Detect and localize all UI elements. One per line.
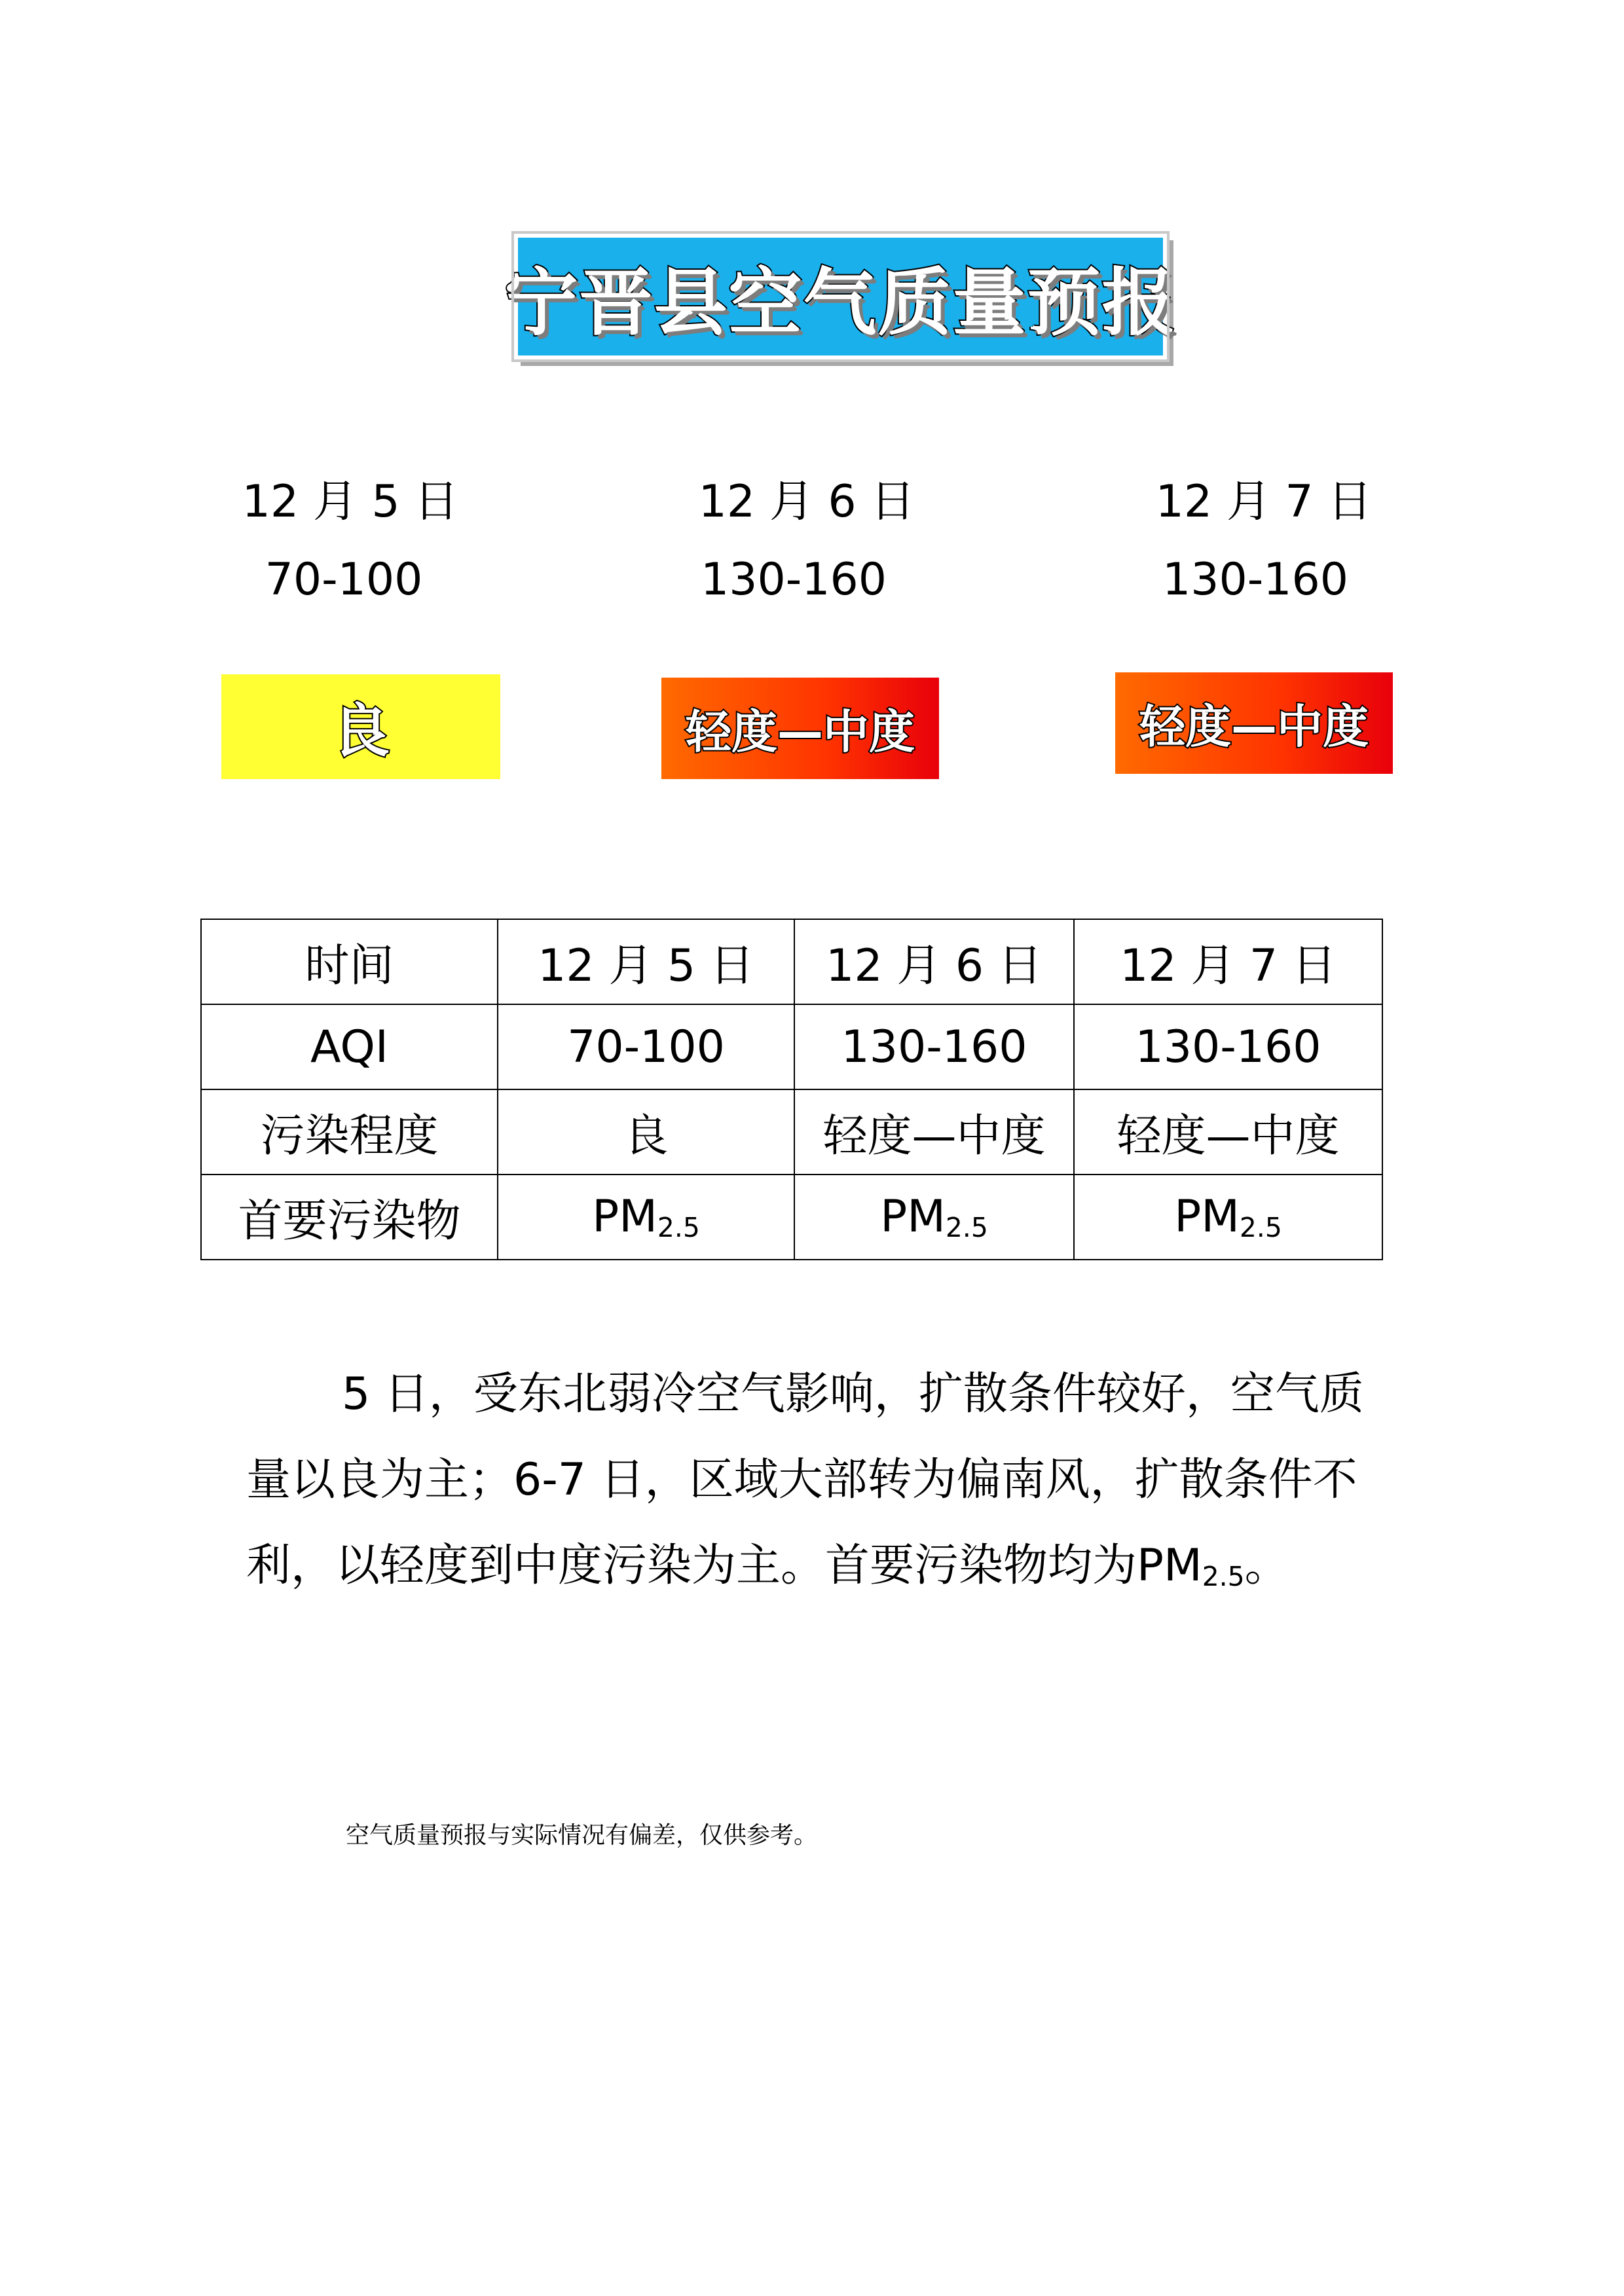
pollutant-name: PM <box>592 1190 657 1243</box>
forecast-range-2: 130-160 <box>700 554 887 606</box>
cell-aqi: 130-160 <box>794 1004 1074 1089</box>
cell-pollutant <box>498 1175 794 1260</box>
cell-pollutant <box>1074 1175 1382 1260</box>
pollutant-name: PM <box>880 1190 946 1243</box>
level-badge-label: 轻度—中度 <box>686 705 915 759</box>
forecast-description <box>246 1351 1375 1620</box>
paragraph-pm-subscript: 2.5 <box>1202 1561 1245 1593</box>
cell-level: 轻度—中度 <box>794 1089 1074 1175</box>
row-label-time: 时间 <box>201 919 498 1004</box>
pollutant-subscript: 2.5 <box>1239 1212 1282 1244</box>
cell-level: 良 <box>498 1089 794 1175</box>
cell-aqi: 70-100 <box>498 1004 794 1089</box>
forecast-date-2: 12 月 6 日 <box>698 476 915 528</box>
cell-pollutant <box>794 1175 1074 1260</box>
table-row <box>201 1175 1382 1260</box>
cell-aqi: 130-160 <box>1074 1004 1382 1089</box>
aqi-forecast-table <box>200 919 1383 1260</box>
level-badge-3 <box>1115 672 1393 774</box>
level-badge-1 <box>221 674 500 779</box>
pollutant-subscript: 2.5 <box>657 1212 700 1244</box>
cell-date: 12 月 6 日 <box>794 919 1074 1004</box>
cell-level: 轻度—中度 <box>1074 1089 1382 1175</box>
table-row <box>201 1004 1382 1089</box>
paragraph-text: 5 日，受东北弱冷空气影响，扩散条件较好，空气质量以良为主；6-7 日，区域大部转为偏南风，扩散条件不利，以轻度到中度污染为主。首要污染物均为 <box>246 1368 1364 1592</box>
pollutant-name: PM <box>1174 1190 1240 1243</box>
paragraph-pm: PM <box>1137 1540 1202 1592</box>
forecast-range-1: 70-100 <box>265 554 423 606</box>
forecast-range-3: 130-160 <box>1162 554 1349 606</box>
page-title: 宁晋县空气质量预报 <box>504 260 1177 346</box>
title-banner <box>504 234 1177 359</box>
forecast-date-1: 12 月 5 日 <box>242 476 459 528</box>
row-label-pollutant: 首要污染物 <box>201 1175 498 1260</box>
pollutant-subscript: 2.5 <box>945 1212 988 1244</box>
table-row <box>201 919 1382 1004</box>
table-row <box>201 1089 1382 1175</box>
level-badge-2 <box>661 678 939 779</box>
level-badge-label: 良 <box>331 697 390 765</box>
row-label-aqi: AQI <box>201 1004 498 1089</box>
paragraph-end: 。 <box>1244 1540 1289 1592</box>
level-badge-label: 轻度—中度 <box>1139 700 1369 754</box>
cell-date: 12 月 5 日 <box>498 919 794 1004</box>
row-label-level: 污染程度 <box>201 1089 498 1175</box>
disclaimer-footnote: 空气质量预报与实际情况有偏差，仅供参考。 <box>346 1822 818 1849</box>
cell-date: 12 月 7 日 <box>1074 919 1382 1004</box>
forecast-date-3: 12 月 7 日 <box>1155 476 1373 528</box>
